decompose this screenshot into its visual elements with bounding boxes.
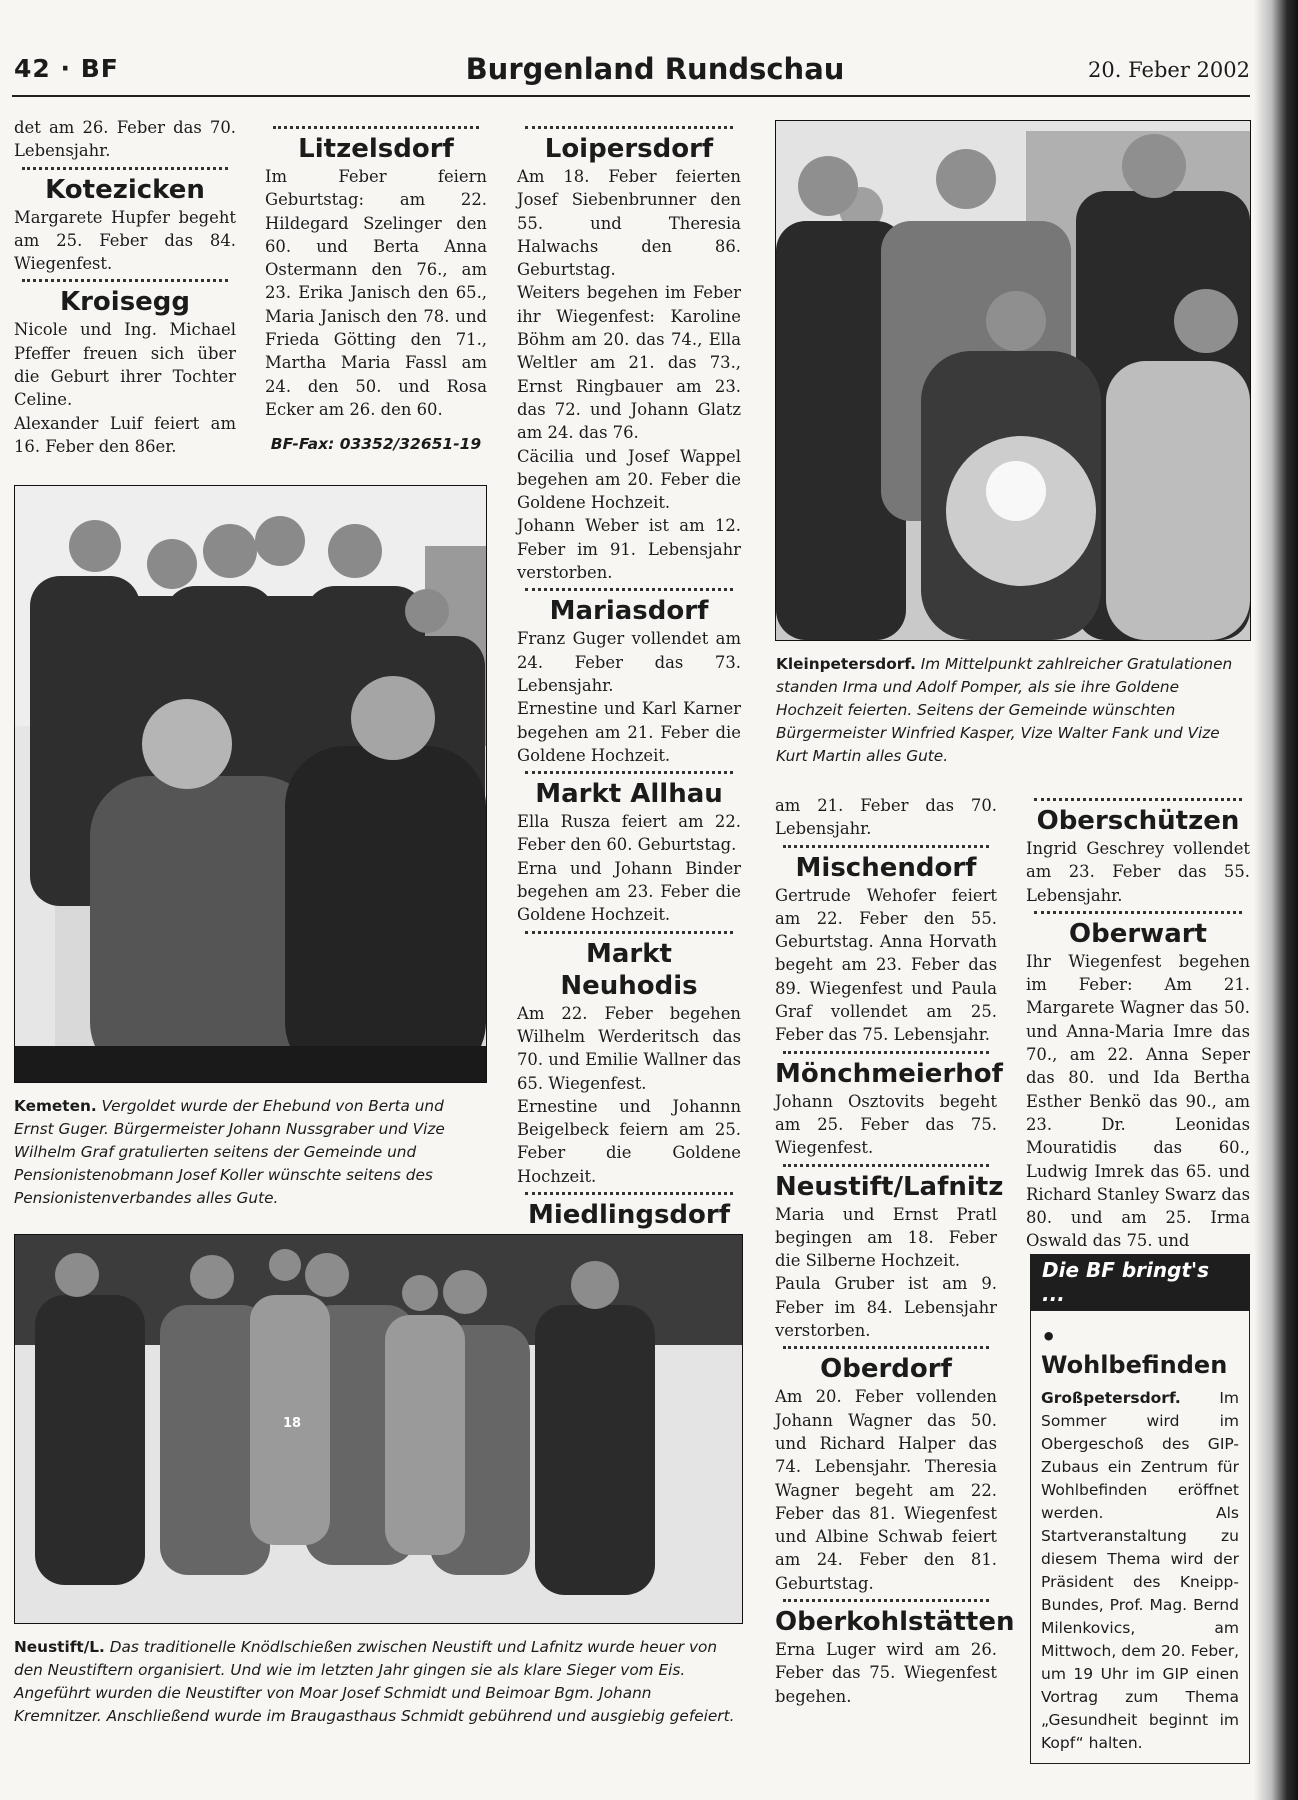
heading-oberwart: Oberwart (1069, 918, 1207, 949)
jersey-number: 18 (283, 1416, 302, 1431)
article-text: Cäcilia und Josef Wappel begehen am 20. Feber die Goldene Hochzeit. (517, 446, 741, 513)
column-2 (265, 122, 487, 457)
caption-lead: Kleinpetersdorf. (776, 655, 916, 673)
divider (525, 588, 733, 591)
caption-neustift (14, 1636, 742, 1728)
info-box-body-text: Im Sommer wird im Obergeschoß des GIP-Zubaus ein Zentrum für Wohlbefinden eröffnet werden. Als Startveranstaltung zu diesem Thema wird der Präsident des Kneipp-Bundes, Prof. Mag. Bernd Milenkovics, am Mittwoch, dem 20. Feber, um 19 Uhr im GIP einen Vortrag zum Thema „Gesundheit beginnt im Kopf“ halten. (1041, 1389, 1239, 1752)
info-box (1030, 1254, 1250, 1764)
article-text: Ihr Wiegenfest begehen im Feber: Am 21. Margarete Wagner das 50. und Anna-Maria Imre das 70., am 22. Anna Seper das 80. und Ida Bertha Esther Benkö das 90., am 23. Dr. Leonidas Mouratidis das 60., Ludwig Imrek das 65. und Richard Stanley Swarz das 80. und am 25. Irma Oswald das 75. und (1026, 951, 1250, 1251)
article-text: Franz Guger vollendet am 24. Feber das 73. Lebensjahr. (517, 629, 741, 695)
heading-markt-neuhodis: Markt Neuhodis (560, 938, 698, 1001)
article-text: Nicole und Ing. Michael Pfeffer freuen sich über die Geburt ihrer Tochter Celine. (14, 320, 236, 410)
article-text: Alexander Luif feiert am 16. Feber den 86er. (14, 413, 236, 456)
page-number: 42 · BF (14, 54, 119, 83)
article-text: Am 22. Feber begehen Wilhelm Werderitsch das 70. und Emilie Wallner das 65. Wiegenfest. (517, 1003, 741, 1093)
column-4 (775, 794, 1015, 1708)
heading-oberdorf: Oberdorf (820, 1354, 952, 1385)
divider (22, 279, 228, 282)
info-box-title: • Wohlbefinden (1041, 1323, 1228, 1379)
article-text: Paula Gruber ist am 9. Feber im 84. Lebensjahr verstorben. (775, 1274, 997, 1341)
heading-litzelsdorf: Litzelsdorf (298, 134, 454, 164)
caption-kemeten (14, 1095, 488, 1210)
heading-miedlingsdorf: Miedlingsdorf (527, 1199, 731, 1230)
article-text: Am 20. Feber vollenden Johann Wagner das 50. und Richard Halper das 74. Lebensjahr. Theresia Wagner begeht am 22. Feber das 81. Wiegenfest und Albine Schwab feiert am 24. Feber den 81. Geburtstag. (775, 1387, 997, 1593)
heading-neustift-lafnitz: Neustift/Lafnitz (775, 1171, 1004, 1202)
fax-number: BF-Fax: 03352/32651-19 (270, 435, 482, 454)
divider (525, 931, 733, 934)
info-box-text (1041, 1387, 1239, 1755)
caption-lead: Kemeten. (14, 1097, 97, 1115)
divider (783, 1599, 989, 1602)
divider (525, 126, 733, 129)
heading-markt-allhau: Markt Allhau (535, 779, 723, 810)
heading-mischendorf: Mischendorf (795, 852, 977, 883)
caption-text: Vergoldet wurde der Ehebund von Berta und Ernst Guger. Bürgermeister Johann Nussgraber und Vize Wilhelm Graf gratulierten seitens der Gemeinde und Pensionistenobmann Josef Koller wünschte seitens des Pensionistenverbandes alles Gute. (14, 1097, 445, 1207)
info-box-lead: Großpetersdorf. (1041, 1389, 1181, 1407)
article-text: Ingrid Geschrey vollendet am 23. Feber das 55. Lebensjahr. (1026, 839, 1250, 905)
divider (783, 845, 989, 848)
column-1 (14, 116, 236, 458)
divider (783, 1164, 989, 1167)
caption-text: Das traditionelle Knödlschießen zwischen Neustift und Lafnitz wurde heuer von den Neustiftern organisiert. Und wie im letzten Jahr gingen sie als klare Sieger vom Eis. Angeführt wurden die Neustifter von Moar Josef Schmidt und Beimoar Bgm. Johann Kremnitzer. Anschließend wurde im Braugasthaus Schmidt gebührend und ausgiebig gefeiert. (14, 1638, 735, 1725)
article-text: Gertrude Wehofer feiert am 22. Feber den 55. Geburtstag. Anna Horvath begeht am 23. Feber das 89. Wiegenfest und Paula Graf vollendet am 25. Feber das 75. Lebensjahr. (775, 885, 997, 1045)
divider (273, 126, 479, 129)
column-3 (517, 122, 741, 1254)
article-text: det am 26. Feber das 70. Lebensjahr. (14, 118, 236, 161)
info-box-body (1030, 1310, 1250, 1764)
divider (525, 1192, 733, 1195)
divider (783, 1051, 989, 1054)
info-box-header: Die BF bringt's ... (1030, 1254, 1250, 1310)
binding-shadow (1254, 0, 1298, 1800)
caption-text: Im Mittelpunkt zahlreicher Gratulationen standen Irma und Adolf Pomper, als sie ihre Goldene Hochzeit feierten. Seitens der Gemeinde wünschten Bürgermeister Winfried Kasper, Vize Walter Fank und Vize Kurt Martin alles Gute. (776, 655, 1233, 765)
article-text: Weiters begehen im Feber ihr Wiegenfest: Karoline Böhm am 20. das 74., Ella Weltler am 21. das 73., Ernst Ringbauer am 23. das 72. und Johann Glatz am 24. das 76. (517, 283, 741, 443)
newspaper-title: Burgenland Rundschau (465, 52, 845, 86)
photo-kleinpetersdorf (775, 120, 1251, 641)
article-text: am 21. Feber das 70. Lebensjahr. (775, 796, 997, 839)
article-text: Am 18. Feber feierten Josef Siebenbrunner den 55. und Theresia Halwachs den 86. Geburtstag. (517, 167, 741, 280)
article-text: Johann Weber ist am 12. Feber im 91. Lebensjahr verstorben. (517, 516, 741, 583)
article-text: Johann Osztovits begeht am 25. Feber das 75. Wiegenfest. (775, 1091, 997, 1158)
photo-kemeten (14, 485, 487, 1083)
article-text: Im Feber feiern Geburtstag: am 22. Hildegard Szelinger den 60. und Berta Anna Ostermann den 76., am 23. Erika Janisch den 65., Maria Janisch den 78. und Frieda Götting den 71., Martha Maria Fassl am 24. den 50. und Rosa Ecker am 26. den 60. (265, 167, 487, 419)
article-text: Ernestine und Karl Karner begehen am 21. Feber die Goldene Hochzeit. (517, 699, 741, 765)
heading-mariasdorf: Mariasdorf (549, 596, 709, 627)
heading-oberschuetzen: Oberschützen (1036, 806, 1240, 836)
article-text: Ella Rusza feiert am 22. Feber den 60. Geburtstag. (517, 812, 741, 855)
group-photo-image (15, 1235, 742, 1623)
divider (525, 771, 733, 774)
caption-lead: Neustift/L. (14, 1638, 105, 1656)
caption-kleinpetersdorf (776, 653, 1250, 768)
article-text: Margarete Hupfer begeht am 25. Feber das 84. Wiegenfest. (14, 207, 236, 274)
article-text: Erna Luger wird am 26. Feber das 75. Wiegenfest begehen. (775, 1640, 997, 1706)
divider (22, 167, 228, 170)
photo-neustift (14, 1234, 743, 1624)
issue-date: 20. Feber 2002 (1088, 58, 1250, 82)
article-text: Maria und Ernst Pratl begingen am 18. Feber die Silberne Hochzeit. (775, 1204, 997, 1271)
divider (1034, 798, 1242, 801)
column-5 (1026, 794, 1250, 1253)
divider (1034, 911, 1242, 914)
divider (783, 1346, 989, 1349)
article-text: Ernestine und Johannn Beigelbeck feiern am 25. Feber die Goldene Hochzeit. (517, 1096, 741, 1186)
heading-oberkohlstaetten: Oberkohlstätten (775, 1607, 1015, 1638)
heading-kroisegg: Kroisegg (59, 287, 191, 318)
group-photo-image (776, 121, 1250, 640)
heading-moenchmeierhof: Mönchmeierhof (775, 1058, 1003, 1089)
group-photo-image (15, 486, 486, 1082)
article-text: Erna und Johann Binder begehen am 23. Feber die Goldene Hochzeit. (517, 858, 741, 925)
header-rule (12, 95, 1250, 97)
heading-kotezicken: Kotezicken (45, 174, 205, 205)
heading-loipersdorf: Loipersdorf (544, 134, 714, 164)
